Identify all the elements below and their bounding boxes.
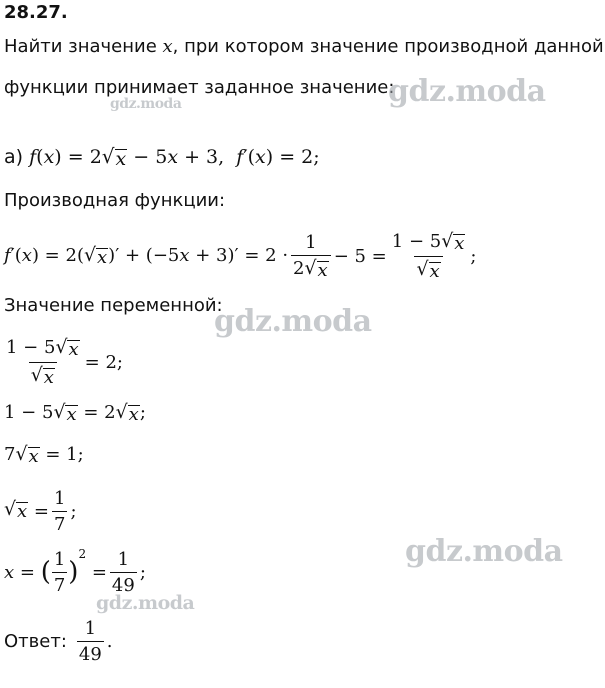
equation-step-1: 1 − 5 √ x √ x = 2; xyxy=(6,335,123,388)
equation-step-2: 1 − 5 √ x = 2 √ x ; xyxy=(4,401,146,425)
watermark-4: gdz.moda xyxy=(405,534,563,569)
problem-number: 28.27. xyxy=(4,2,68,23)
watermark-2: gdz.moda xyxy=(110,96,182,112)
derivative-fraction-1: 1 2 √ x xyxy=(291,232,331,281)
watermark-5: gdz.moda xyxy=(96,592,195,614)
answer-label: Ответ: xyxy=(4,630,67,652)
heading-variable: Значение переменной: xyxy=(4,295,223,316)
equation-step-5: x = ( $\frac{1}{7}$ ) 2 = $\frac{1}{49}$ ; xyxy=(4,547,146,596)
task-text-line-1: Найти значение x, при котором значение производной данной xyxy=(4,36,604,57)
derivative-equation: f′(x) = 2( √ x )′ + (−5x + 3)′ = 2 · 1 2 √ x − 5 = 1 − 5 √ x √ x ; xyxy=(4,229,477,282)
watermark-3: gdz.moda xyxy=(214,304,372,339)
answer: Ответ: $\frac{1}{49}$ . xyxy=(4,617,113,665)
watermark-1: gdz.moda xyxy=(388,74,546,109)
part-label: а) xyxy=(4,146,24,168)
task-text-line-2: функции принимает заданное значение: xyxy=(4,77,395,98)
answer-fraction: $\frac{1}{49}$ xyxy=(78,617,102,665)
equation-step-4: √ x = $\frac{1}{7}$ ; xyxy=(4,487,77,535)
part-a-statement: а) f(x) = 2 √ x − 5x + 3, f′(x) = 2; xyxy=(4,144,320,170)
heading-derivative: Производная функции: xyxy=(4,190,226,211)
equation-step-3: 7 √ x = 1; xyxy=(4,443,84,467)
derivative-fraction-2: 1 − 5 √ x √ x xyxy=(391,229,465,282)
